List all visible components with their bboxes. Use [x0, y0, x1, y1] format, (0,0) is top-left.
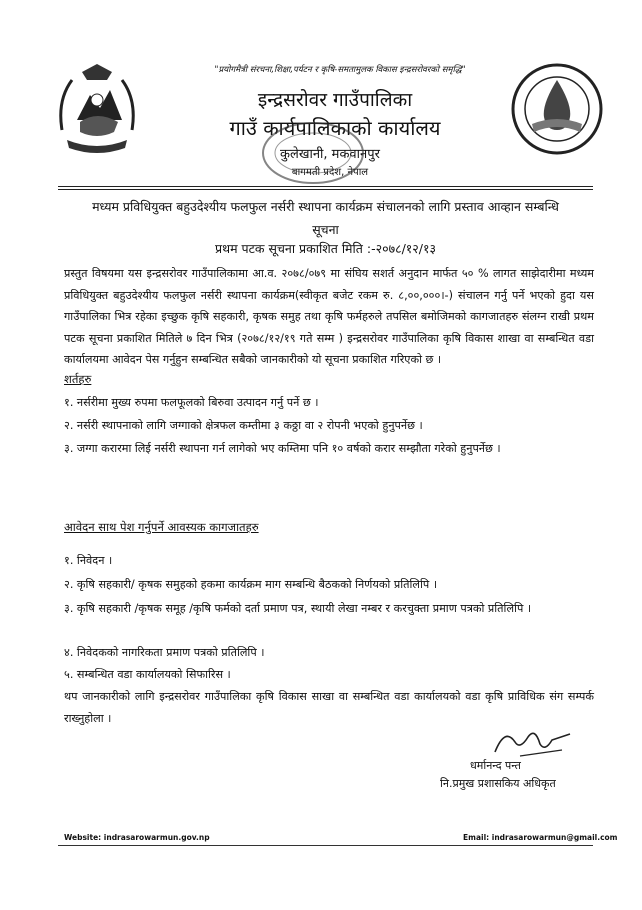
address-line-2: बागमती प्रदेश, नेपाल	[291, 167, 369, 178]
footer-website[interactable]: Website: indrasarowarmun.gov.np	[64, 833, 210, 842]
notice-body: प्रस्तुत विषयमा यस इन्द्रसरोवर गाउँपालिकामा आ.व. २०७८/०७९ मा संघिय सशर्त अनुदान मार्फत ५० % लागत साझेदारीमा मध्यम प्रविधियुक्त बहुउदेश्यीय फलफुल नर्सरी स्थापना कार्यक्रम(स्वीकृत बजेट रकम रु. ८,००,०००।-) संचालन गर्नु पर्ने भएको हुदा यस गाउँपालिका भित्र रहेका इच्छुक कृषि सहकारी, कृषक समुह तथा कृषि फर्महरुले तपसिल बमोजिमको कागजातहरु संलग्न राखी प्रथम पटक सूचना प्रकाशित मितिले ७ दिन भित्र (२०७८/१२/१९ गते सम्म ) इन्द्रसरोवर गाउँपालिका कृषि विकास शाखा वा सम्बन्धित वडा कार्यालयमा आवेदन पेस गर्नुहुन सम्बन्धित सबैको जानकारीको यो सूचना प्रकाशित गरिएको छ ।	[64, 267, 594, 366]
office-subtitle: गाउँ कार्यपालिकाको कार्यालय	[229, 116, 441, 140]
header-slogan: "प्रयोगमैत्री संरचना,शिक्षा,पर्यटन र कृषि-समतामुलक विकास इन्द्रसरोवरको समृद्धि"	[214, 65, 466, 75]
contact-note: थप जानकारीको लागि इन्द्रसरोवर गाउँपालिका कृषि विकास साखा वा सम्बन्धित वडा कार्यालयको वडा कृषि प्राविधिक संग सम्पर्क राख्नुहोला ।	[64, 690, 594, 725]
notice-subject: मध्यम प्रविधियुक्त बहुउदेश्यीय फलफुल नर्सरी स्थापना कार्यक्रम संचालनको लागि प्रस्ताव आव्हान सम्बन्धि	[92, 199, 559, 214]
document-item: २. कृषि सहकारी/ कृषक समुहको हकमा कार्यक्रम माग सम्बन्धि बैठकको निर्णयको प्रतिलिपि ।	[64, 578, 438, 591]
handwritten-signature	[490, 722, 580, 762]
footer-email[interactable]: Email: indrasarowarmun@gmail.com	[463, 833, 618, 842]
document-item: ३. कृषि सहकारी /कृषक समूह /कृषि फर्मको दर्ता प्रमाण पत्र, स्थायी लेखा नम्बर र करचुक्ता प्रमाण पत्रको प्रतिलिपि ।	[64, 602, 532, 615]
office-name: इन्द्रसरोवर गाउँपालिका	[257, 89, 413, 111]
document-item: ५. सम्बन्धित वडा कार्यालयको सिफारिस ।	[64, 668, 231, 681]
signatory-title: नि.प्रमुख प्रशासकिय अधिकृत	[440, 777, 556, 790]
footer-divider	[58, 845, 593, 846]
header-divider-bottom	[58, 189, 593, 190]
document-item: ४. निवेदकको नागरिकता प्रमाण पत्रको प्रतिलिपि ।	[64, 646, 265, 659]
office-stamp	[258, 118, 368, 188]
notice-label: सूचना	[312, 222, 339, 237]
municipality-logo	[510, 62, 605, 157]
condition-item: २. नर्सरी स्थापनाको लागि जग्गाको क्षेत्रफल कम्तीमा ३ कठ्ठा वा २ रोपनी भएको हुनुपर्नेछ ।	[64, 419, 423, 432]
address-line-1: कुलेखानी, मकवानपुर	[280, 147, 380, 162]
publish-date: प्रथम पटक सूचना प्रकाशित मिति :-२०७८/१२/१३	[214, 241, 437, 256]
signatory-name: धर्मानन्द पन्त	[470, 759, 521, 772]
condition-item: १. नर्सरीमा मुख्य रुपमा फलफूलको बिरुवा उत्पादन गर्नु पर्ने छ ।	[64, 396, 319, 409]
documents-heading: आवेदन साथ पेश गर्नुपर्ने आवस्यक कागजातहरु	[64, 520, 259, 534]
header-divider-top	[58, 186, 593, 187]
conditions-heading: शर्तहरु	[64, 372, 92, 386]
condition-item: ३. जग्गा करारमा लिई नर्सरी स्थापना गर्न लागेको भए कम्तिमा पनि १० वर्षको करार सम्झौता गरेको हुनुपर्नेछ ।	[64, 442, 501, 455]
nepal-emblem-logo	[52, 60, 142, 160]
document-item: १. निवेदन ।	[64, 554, 113, 567]
